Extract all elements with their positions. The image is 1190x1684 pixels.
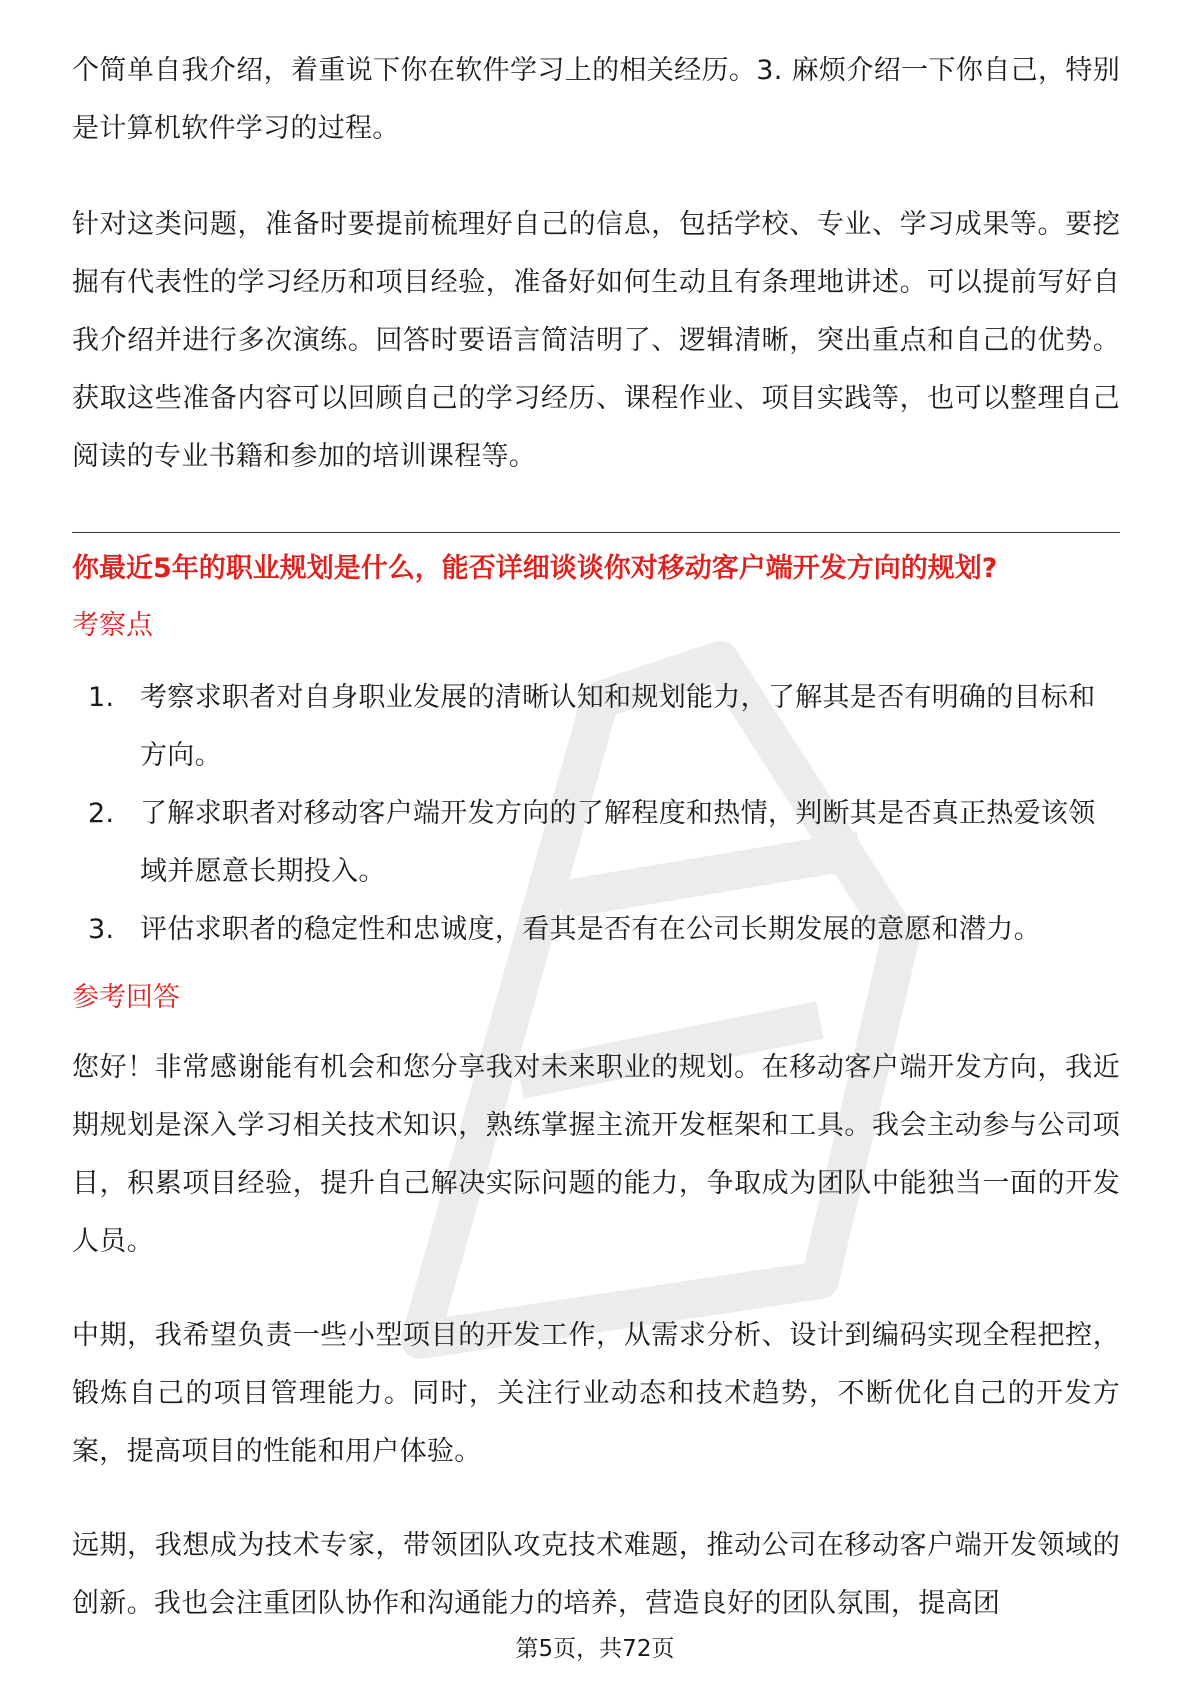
reference-paragraph-mid-term: 中期，我希望负责一些小型项目的开发工作，从需求分析、设计到编码实现全程把控，锻炼自己的项目管理能力。同时，关注行业动态和技术趋势，不断优化自己的开发方案，提高项目的性能和用户体验。: [72, 1320, 1120, 1467]
examination-list: [72, 669, 1120, 959]
list-item-text: 考察求职者对自身职业发展的清晰认知和规划能力，了解其是否有明确的目标和方向。: [140, 682, 1096, 771]
list-item-number: 3.: [88, 914, 115, 945]
reference-paragraph-long-term: 远期，我想成为技术专家，带领团队攻克技术难题，推动公司在移动客户端开发领域的创新。我也会注重团队协作和沟通能力的培养，营造良好的团队氛围，提高团: [72, 1530, 1120, 1619]
list-item: [88, 901, 1120, 959]
advice-paragraph: 针对这类问题，准备时要提前梳理好自己的信息，包括学校、专业、学习成果等。要挖掘有代表性的学习经历和项目经验，准备好如何生动且有条理地讲述。可以提前写好自我介绍并进行多次演练。回答时要语言简洁明了、逻辑清晰，突出重点和自己的优势。获取这些准备内容可以回顾自己的学习经历、课程作业、项目实践等，也可以整理自己阅读的专业书籍和参加的培训课程等。: [72, 209, 1120, 472]
list-item-number: 1.: [88, 682, 115, 713]
list-item-text: 了解求职者对移动客户端开发方向的了解程度和热情，判断其是否真正热爱该领域并愿意长期投入。: [140, 798, 1096, 887]
reference-paragraph-near-term: 您好！非常感谢能有机会和您分享我对未来职业的规划。在移动客户端开发方向，我近期规划是深入学习相关技术知识，熟练掌握主流开发框架和工具。我会主动参与公司项目，积累项目经验，提升自己解决实际问题的能力，争取成为团队中能独当一面的开发人员。: [72, 1052, 1120, 1257]
list-item: [88, 669, 1120, 785]
examination-label: 考察点: [72, 610, 153, 641]
list-item-number: 2.: [88, 798, 115, 829]
list-item: [88, 785, 1120, 901]
intro-tail-paragraph: 个简单自我介绍，着重说下你在软件学习上的相关经历。3. 麻烦介绍一下你自己，特别是计算机软件学习的过程。: [72, 55, 1120, 144]
question-heading: 你最近5年的职业规划是什么，能否详细谈谈你对移动客户端开发方向的规划?: [72, 553, 998, 584]
main-content: [72, 42, 1120, 1633]
page-number-footer: 第5页，共72页: [515, 1636, 675, 1662]
list-item-text: 评估求职者的稳定性和忠诚度，看其是否有在公司长期发展的意愿和潜力。: [140, 914, 1041, 945]
reference-label: 参考回答: [72, 982, 180, 1013]
